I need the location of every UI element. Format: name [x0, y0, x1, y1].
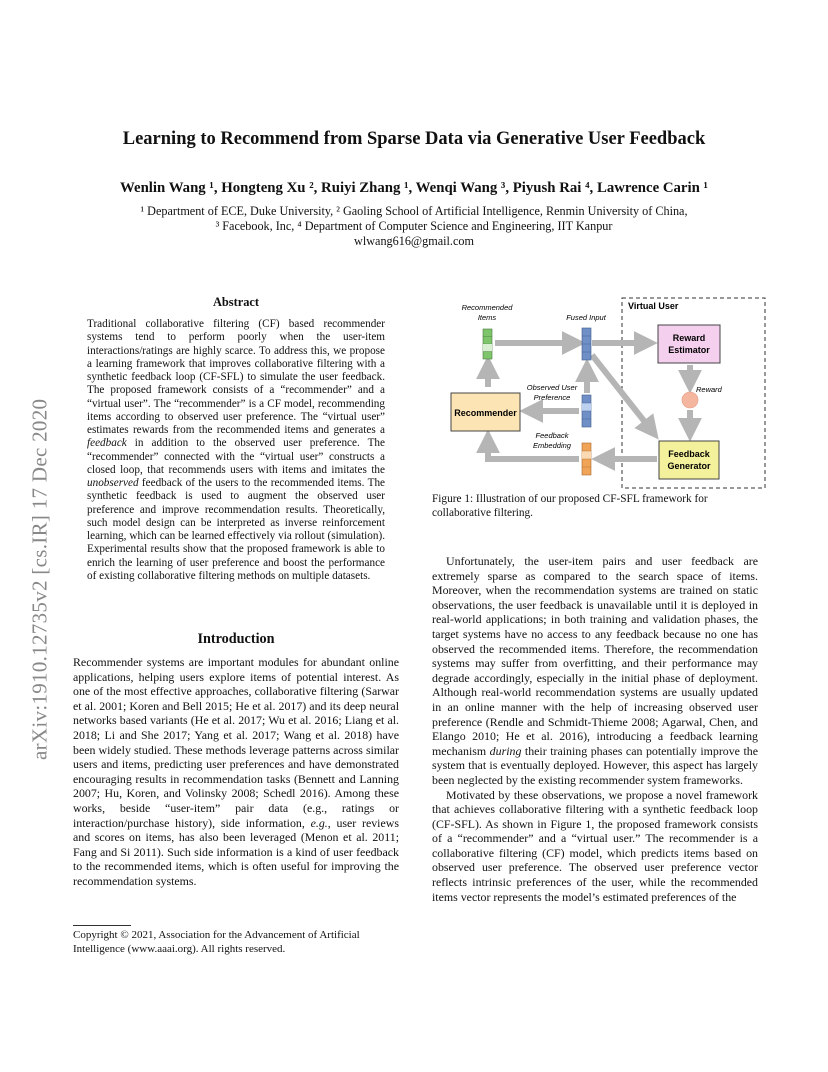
copyright-footnote: Copyright © 2021, Association for the Advancement of Artificial Intelligence (www.aaai.org). All rights reserved. [73, 929, 360, 955]
figure-caption-text: Illustration of our proposed CF-SFL framework for collaborative filtering. [432, 493, 708, 519]
arxiv-identifier: arXiv:1910.12735v2 [cs.IR] 17 Dec 2020 [27, 398, 52, 760]
observed-preference-label-2: Preference [533, 393, 571, 402]
observed-preference-vector [582, 395, 591, 427]
right-paragraph-1 [432, 554, 758, 788]
feedback-generator-label-1: Feedback [668, 449, 710, 459]
figure-caption [432, 493, 758, 520]
abstract-text-3: feedback of the users to the recommended items. The synthetic feedback is used to augment the observed user preference and improve recommendation results. Theoretically, such model design can be interpreted as inverse reinforcement learning, which can be learned effectively via rollout (simulation). Experimental results show that the proposed framework is able to enrich the learning of user preference and boost the performance of existing collaborative filtering methods on multiple datasets. [87, 477, 385, 582]
right-text-2: their training phases can potentially improve the system that is eventually deployed. However, this aspect has largely been neglected by the existing recommender system frameworks. [432, 743, 758, 787]
abstract-text-1: Traditional collaborative filtering (CF) based recommender systems tend to perform poorly when the user-item interactions/ratings are highly scarce. To address this, we propose a learning framework that improves collaborative filtering with a synthetic feedback loop (CF-SFL) to simulate the user feedback. The proposed framework consists of a “recommender” and a “virtual user”. The “recommender” is a CF model, recommending items according to observed user preference. The “virtual user” estimates rewards from the recommended items and generates a [87, 318, 385, 436]
intro-text-1: Recommender systems are important modules for abundant online applications, helping users explore items of potential interest. As one of the most effective approaches, collaborative filtering (Sarwar et al. 2001; Koren and Bell 2015; He et al. 2017) and its deep neural networks based variants (He et al. 2017; Wu et al. 2016; Liang et al. 2018; Li and She 2017; Yang et al. 2017; Wang et al. 2018) have been widely studied. These methods leverage patterns across similar users and items, predicting user preferences and have demonstrated encouraging results in recommendation tasks (Bennett and Lanning 2007; Hu, Koren, and Volinsky 2008; Schedl 2016). Among these works, beside “user-item” pair data (e.g., ratings or interaction/purchase history), side information, [73, 655, 399, 830]
abstract-emphasis-feedback: feedback [87, 437, 127, 450]
right-emphasis-during: during [489, 743, 522, 758]
fused-input-label: Fused Input [566, 313, 606, 322]
abstract-body [87, 318, 385, 583]
reward-estimator-box [658, 325, 720, 363]
paper-title: Learning to Recommend from Sparse Data via Generative User Feedback [122, 129, 706, 149]
abstract-heading: Abstract [212, 295, 260, 309]
recommended-items-label-1: Recommended [461, 303, 513, 312]
right-text-1: Unfortunately, the user-item pairs and user feedback are extremely sparse as compared to the search space of items. Moreover, when the recommendation systems are trained on static observations, the user feedback is unavailable until it is deployed in real-world applications; in both training and validation phases, the target systems have no access to any feedback because no one has observed the recommended items. Therefore, the recommendation systems may suffer from overfitting, and their performance may degrade accordingly, especially in the initial phase of deployment. Although real-world recommendation systems are usually updated in an online manner with the help of increasing observed user preference (Rendle and Schmidt-Thieme 2008; Agarwal, Chen, and Elango 2010; He et al. 2016), introducing a feedback learning mechanism [432, 554, 758, 758]
abstract-text-2: in addition to the observed user preference. The “recommender” connected with the “virtual user” constructs a closed loop, that recommends users with items and imitates the [87, 437, 385, 476]
recommender-label: Recommender [454, 408, 517, 418]
feedback-generator-label-2: Generator [667, 461, 711, 471]
footnote-divider [73, 925, 131, 926]
intro-text-2: , user reviews and scores on items, has also been leveraged (Menon et al. 2011; Fang and Si 2011). Such side information is a kind of user feedback to the recommended items, which is often useful for improving the recommendation systems. [73, 815, 399, 888]
author-list: Wenlin Wang ¹, Hongteng Xu ², Ruiyi Zhang ¹, Wenqi Wang ³, Piyush Rai ⁴, Lawrence Carin ¹ [120, 180, 708, 196]
recommended-items-vector [483, 329, 492, 359]
reward-node [682, 392, 698, 408]
observed-preference-label-1: Observed User [526, 383, 578, 392]
introduction-heading: Introduction [197, 631, 275, 647]
right-column-body [432, 554, 758, 904]
fused-input-vector [582, 328, 591, 360]
feedback-embedding-label-1: Feedback [535, 431, 569, 440]
intro-emphasis-eg: e.g. [310, 815, 328, 830]
feedback-generator-box [659, 441, 719, 479]
reward-label: Reward [696, 385, 722, 394]
affiliation-line-2: ³ Facebook, Inc, ⁴ Department of Computer Science and Engineering, IIT Kanpur [215, 219, 613, 233]
introduction-body [73, 655, 399, 889]
reward-estimator-label-1: Reward [672, 333, 706, 343]
reward-estimator-label-2: Estimator [668, 345, 710, 355]
feedback-embedding-vector [582, 443, 591, 475]
virtual-user-label: Virtual User [628, 301, 679, 311]
recommended-items-label-2: Items [477, 313, 497, 322]
right-paragraph-2: Motivated by these observations, we propose a novel framework that achieves collaborative filtering with a synthetic feedback loop (CF-SFL). As shown in Figure 1, the proposed framework consists of a “recommender” and a “virtual user.” The recommender is a collaborative filtering (CF) model, which predicts items based on observed user preference. The observed user preference vector reflects intrinsic preferences of the user, while the recommended items vector represents the model’s estimated preferences of the [432, 787, 758, 904]
arxiv-sidebar [28, 292, 52, 760]
figure-caption-label: Figure 1: [432, 493, 474, 505]
introduction-paragraph [73, 655, 399, 889]
cf-sfl-framework-diagram [447, 293, 767, 493]
affiliation-line-1: ¹ Department of ECE, Duke University, ² Gaoling School of Artificial Intelligence, Renmin University of China, [140, 204, 688, 218]
contact-email: wlwang616@gmail.com [354, 234, 474, 248]
abstract-emphasis-unobserved: unobserved [87, 477, 139, 489]
feedback-embedding-label-2: Embedding [533, 441, 571, 450]
